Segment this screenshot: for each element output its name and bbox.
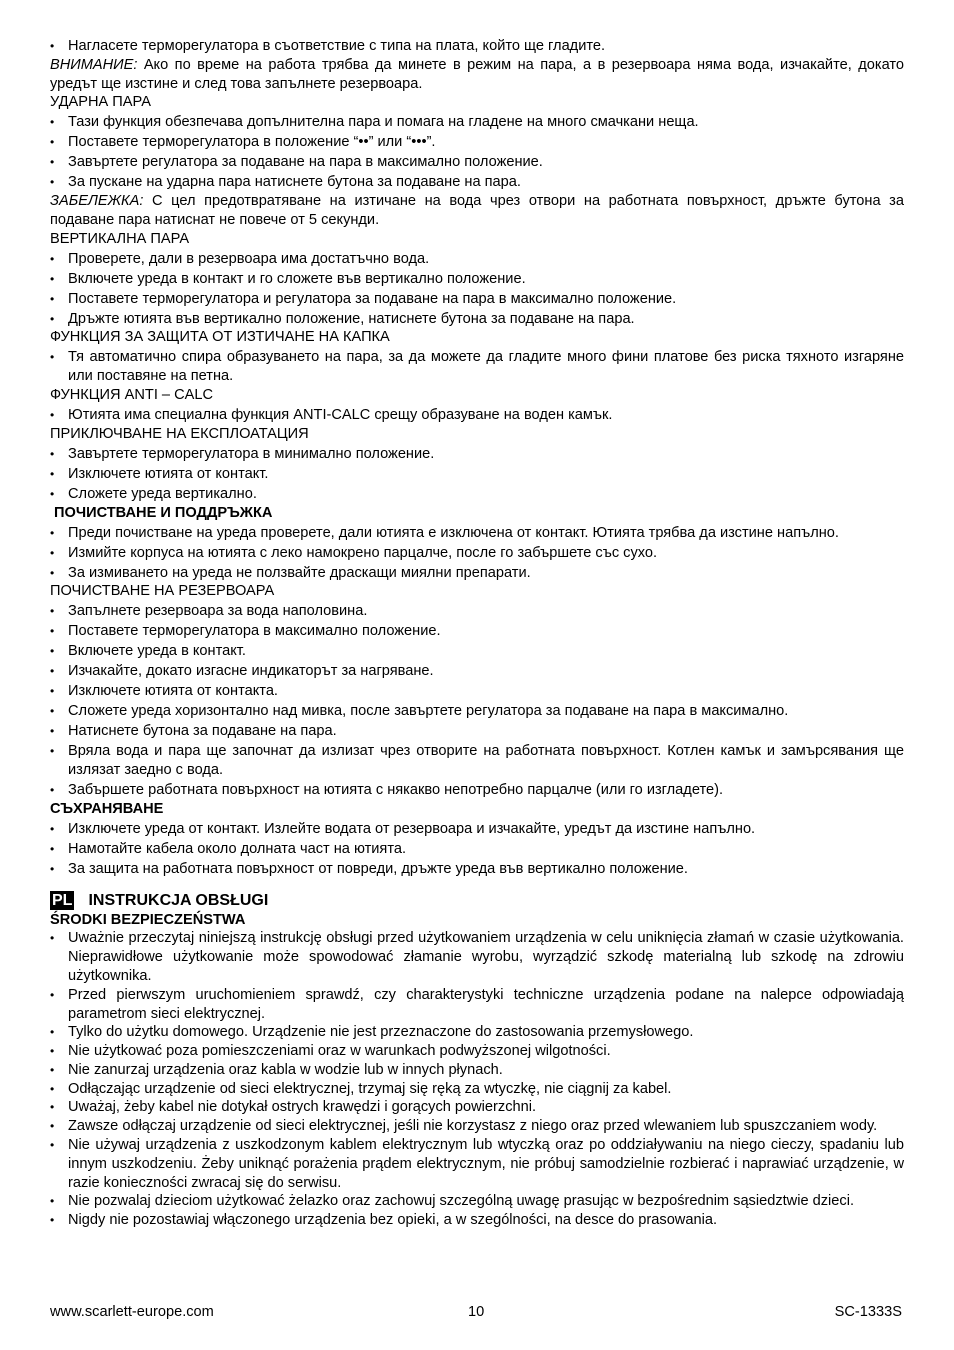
- note-text: С цел предотвратяване на изтичане на вода чрез отвори на работната повърхност, дръжте бутона за подаване пара натиснат не повече от 5 секунди.: [50, 193, 904, 228]
- list-item: • Сложете уреда хоризонтално над мивка, после завъртете регулатора за подаване на пара в максимално.: [50, 702, 904, 721]
- list-item: • Изчакайте, докато изгасне индикаторът за нагряване.: [50, 662, 904, 681]
- cleaning-list: [50, 524, 904, 583]
- list-item: • Нагласете терморегулатора в съответствие с типа на плата, който ще гладите.: [50, 37, 904, 56]
- intro-list: [50, 37, 904, 56]
- section-heading-finish: ПРИКЛЮЧВАНЕ НА ЕКСПЛОАТАЦИЯ: [50, 425, 309, 442]
- list-item: • Измийте корпуса на ютията с леко намокрено парцалче, после го забършете със сухо.: [50, 544, 904, 563]
- section-heading-burst-steam: УДАРНА ПАРА: [50, 94, 152, 111]
- list-item: • Nie używaj urządzenia z uszkodzonym kablem elektrycznym lub wtyczką oraz po oddziaływaniu na niego cieczy, spadaniu lub innym uszkodzeniu. Żeby uniknąć porażenia prądem elektrycznym, nie próbuj samodzielnie rozbierać i naprawiać urządzenie, w razie konieczności zwracaj się do serwisu.: [50, 1136, 904, 1192]
- footer-website: www.scarlett-europe.com: [50, 1304, 214, 1320]
- document-body: [50, 37, 904, 1230]
- list-item: • Преди почистване на уреда проверете, дали ютията е изключена от контакт. Ютията трябва да изстине напълно.: [50, 524, 904, 543]
- list-item: • Включете уреда в контакт и го сложете във вертикално положение.: [50, 270, 904, 289]
- page-number: 10: [468, 1304, 485, 1320]
- model-number: SC-1333S: [834, 1304, 902, 1320]
- list-item: • Nie pozwalaj dzieciom użytkować żelazko oraz zachowuj szczególną uwagę prasując w bezpośrednim sąsiedztwie dzieci.: [50, 1192, 904, 1211]
- list-item: • Тази функция обезпечава допълнителна пара и помага на гладене на много смачкани неща.: [50, 113, 904, 132]
- list-item: • Uważaj, żeby kabel nie dotykał ostrych krawędzi i gorących powierzchni.: [50, 1098, 904, 1117]
- list-item: • Забършете работната повърхност на ютията с някакво непотребно парцалче (или го изгладете).: [50, 781, 904, 800]
- section-heading-cleaning: ПОЧИСТВАНЕ И ПОДДРЪЖКА: [54, 504, 273, 521]
- list-item: • Вряла вода и пара ще започнат да излизат чрез отворите на работната повърхност. Котлен камък и замърсявания ще излязат заедно с вода.: [50, 742, 904, 780]
- list-item: • За измиването на уреда не ползвайте драскащи миялни препарати.: [50, 564, 904, 583]
- warning-paragraph: [50, 56, 904, 94]
- list-item: • Завъртете терморегулатора в минимално положение.: [50, 445, 904, 464]
- list-item: • Поставете терморегулатора в максимално положение.: [50, 622, 904, 641]
- list-item: • Nigdy nie pozostawiaj włączonego urządzenia bez opieki, a w szególności, na desce do prasowania.: [50, 1211, 904, 1230]
- burst-list: [50, 113, 904, 192]
- section-heading-safety: ŚRODKI BEZPIECZEŃSTWA: [50, 911, 246, 928]
- language-badge: PL: [52, 891, 73, 909]
- list-item: • Изключете ютията от контакт.: [50, 465, 904, 484]
- page-footer: [50, 1303, 902, 1323]
- warning-label: ВНИМАНИЕ:: [50, 56, 138, 73]
- section-heading-anti-calc: ФУНКЦИЯ ANTI – CALC: [50, 387, 214, 404]
- pl-section-title: INSTRUKCJA OBSŁUGI: [88, 891, 269, 909]
- tank-list: [50, 602, 904, 799]
- list-item: • Nie zanurzaj urządzenia oraz kabla w wodzie lub w innych płynach.: [50, 1061, 904, 1080]
- section-heading-storage: СЪХРАНЯВАНЕ: [50, 800, 164, 817]
- pl-section-heading: [50, 890, 904, 911]
- list-item: • Nie użytkować poza pomieszczeniami oraz w warunkach podwyższonej wilgotności.: [50, 1042, 904, 1061]
- section-heading-tank-cleaning: ПОЧИСТВАНЕ НА РЕЗЕРВОАРА: [50, 583, 275, 600]
- finish-list: [50, 445, 904, 504]
- vertical-list: [50, 250, 904, 329]
- list-item: • Ютията има специална функция ANTI-CALC срещу образуване на воден камък.: [50, 406, 904, 425]
- list-item: • Поставете терморегулатора и регулатора за подаване на пара в максимално положение.: [50, 290, 904, 309]
- list-item: • Натиснете бутона за подаване на пара.: [50, 722, 904, 741]
- note-label: ЗАБЕЛЕЖКА:: [50, 193, 144, 210]
- storage-list: [50, 820, 904, 879]
- list-item: • Tylko do użytku domowego. Urządzenie nie jest przeznaczone do zastosowania przemysłowego.: [50, 1023, 904, 1042]
- list-item: • Zawsze odłączaj urządzenie od sieci elektrycznej, jeśli nie korzystasz z niego oraz przed wlewaniem lub spuszczaniem wody.: [50, 1117, 904, 1136]
- drip-list: [50, 348, 904, 386]
- note-paragraph: [50, 192, 904, 230]
- list-item: • Przed pierwszym uruchomieniem sprawdź, czy charakterystyki techniczne urządzenia podane na nalepce odpowiadają parametrom sieci elektrycznej.: [50, 986, 904, 1024]
- list-item: • Uważnie przeczytaj niniejszą instrukcję obsługi przed użytkowaniem urządzenia w celu uniknięcia złamań w czasie użytkowania. Nieprawidłowe użytkowanie może spowodować złamanie wyrobu, wyrządzić szkodę materialną lub szkodę na zdrowiu użytkownika.: [50, 929, 904, 985]
- list-item: • За защита на работната повърхност от повреди, дръжте уреда във вертикално положение.: [50, 860, 904, 879]
- list-item: • Проверете, дали в резервоара има достатъчно вода.: [50, 250, 904, 269]
- section-heading-vertical-steam: ВЕРТИКАЛНА ПАРА: [50, 230, 190, 247]
- list-item: • Дръжте ютията във вертикално положение, натиснете бутона за подаване на пара.: [50, 310, 904, 329]
- list-item: • Odłączając urządzenie od sieci elektrycznej, trzymaj się ręką za wtyczkę, nie ciągnij za kabel.: [50, 1080, 904, 1099]
- list-item: • За пускане на ударна пара натиснете бутона за подаване на пара.: [50, 173, 904, 192]
- section-heading-drip-stop: ФУНКЦИЯ ЗА ЗАЩИТА ОТ ИЗТИЧАНЕ НА КАПКА: [50, 329, 390, 346]
- list-item: • Запълнете резервоара за вода наполовина.: [50, 602, 904, 621]
- list-item: • Завъртете регулатора за подаване на пара в максимално положение.: [50, 153, 904, 172]
- list-item: • Изключете уреда от контакт. Излейте водата от резервоара и изчакайте, уредът да изстине напълно.: [50, 820, 904, 839]
- list-item: • Тя автоматично спира образуването на пара, за да можете да гладите много фини платове без риска тяхното изгаряне или поставяне на петна.: [50, 348, 904, 386]
- list-item: • Поставете терморегулатора в положение “••” или “•••”.: [50, 133, 904, 152]
- safety-list: [50, 929, 904, 1230]
- list-item: • Включете уреда в контакт.: [50, 642, 904, 661]
- warning-text: Ако по време на работа трябва да минете в режим на пара, а в резервоара няма вода, изчакайте, докато уредът ще изстине и след това запълнете резервоара.: [50, 56, 904, 92]
- anticalc-list: [50, 406, 904, 425]
- list-item: • Сложете уреда вертикално.: [50, 485, 904, 504]
- list-item: • Намотайте кабела около долната част на ютията.: [50, 840, 904, 859]
- list-item: • Изключете ютията от контакта.: [50, 682, 904, 701]
